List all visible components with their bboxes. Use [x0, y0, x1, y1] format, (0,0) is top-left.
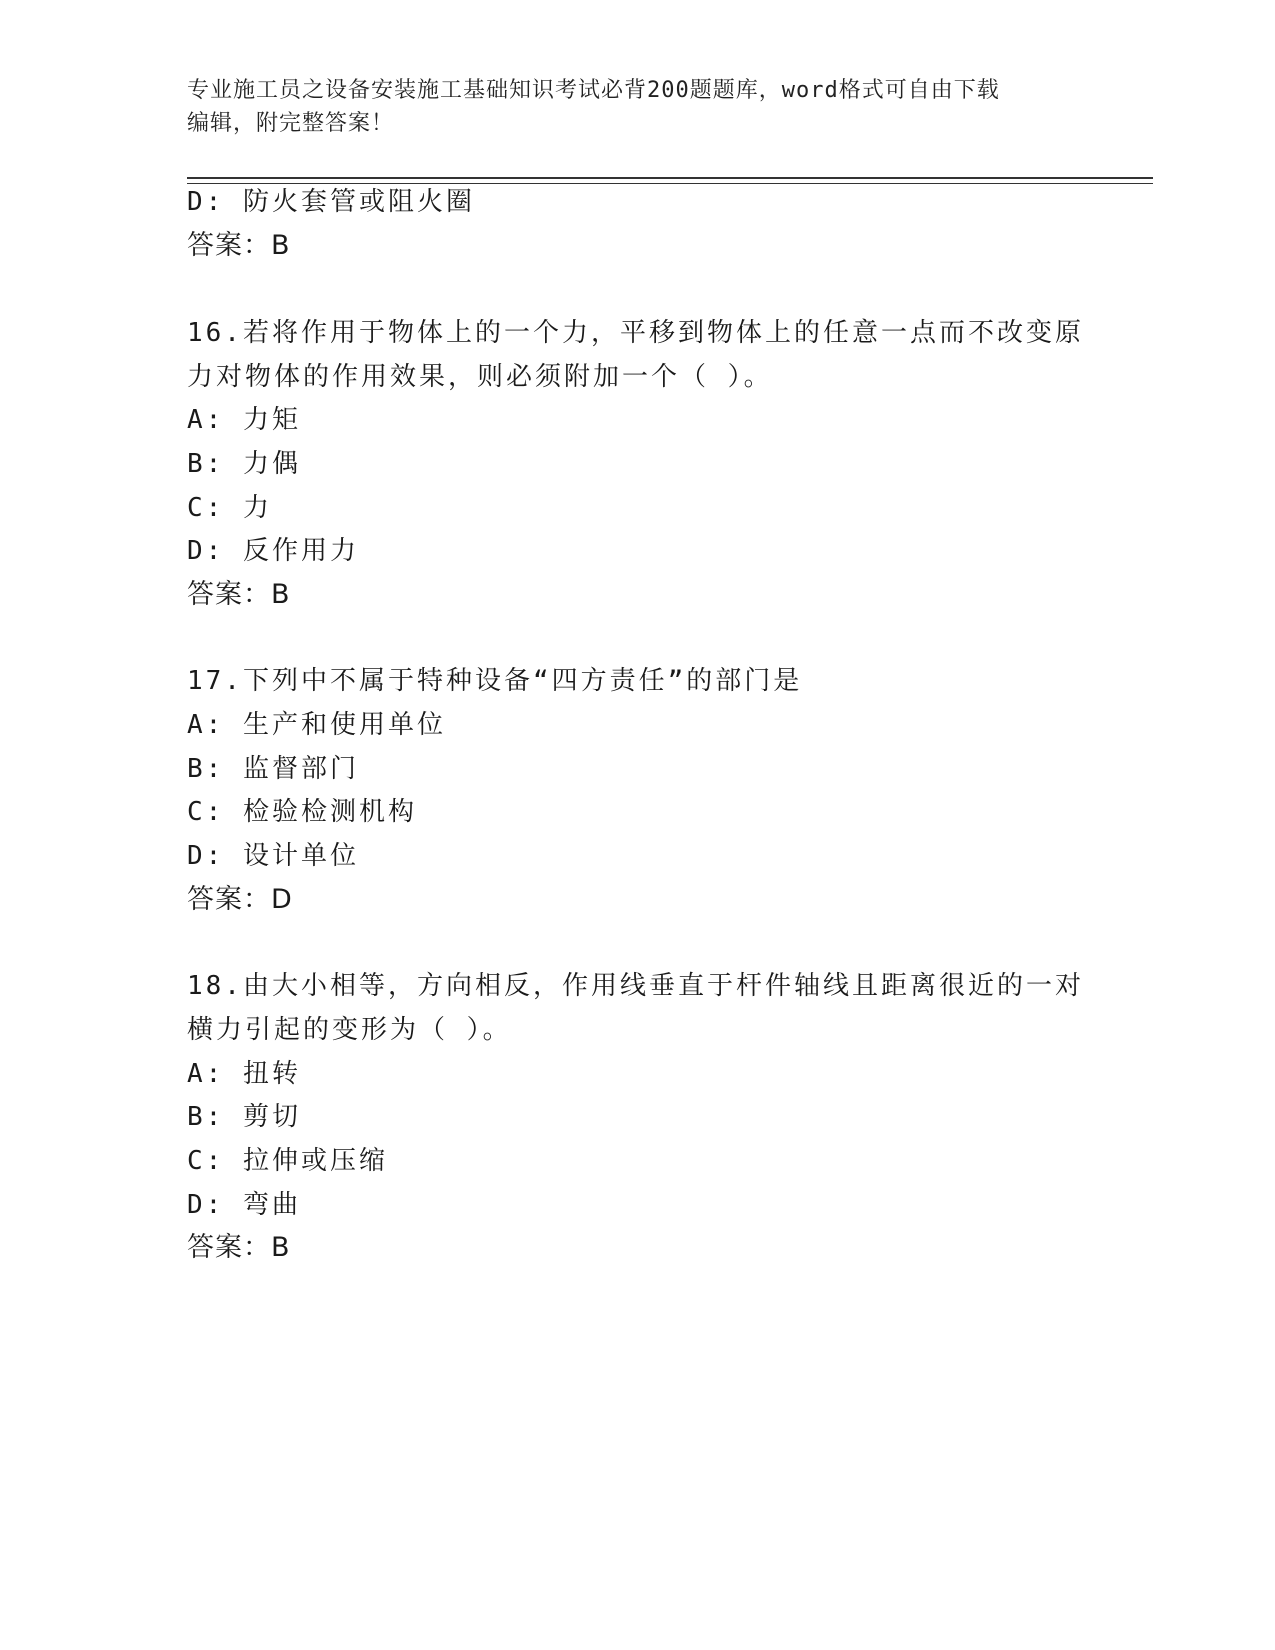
q16-answer: 答案：B	[187, 579, 291, 610]
q17-stem-line-1: 17.下列中不属于特种设备“四方责任”的部门是	[187, 666, 803, 696]
q17-option-c: C: 检验检测机构	[187, 797, 417, 827]
q16-stem-line-1: 16.若将作用于物体上的一个力，平移到物体上的任意一点而不改变原	[187, 318, 1084, 348]
prev-option-d: D: 防火套管或阻火圈	[187, 187, 475, 217]
q16-option-d: D: 反作用力	[187, 536, 359, 566]
q17-option-a: A: 生产和使用单位	[187, 710, 446, 740]
q18-option-d: D: 弯曲	[187, 1190, 301, 1220]
q16-option-b: B: 力偶	[187, 449, 301, 479]
q16-option-c: C: 力	[187, 493, 272, 523]
q18-answer: 答案：B	[187, 1232, 291, 1263]
q18-stem-line-1: 18.由大小相等，方向相反，作用线垂直于杆件轴线且距离很近的一对	[187, 971, 1084, 1001]
header-line-2: 编辑，附完整答案！	[187, 111, 395, 136]
q17-answer: 答案：D	[187, 884, 293, 915]
document-header	[187, 74, 1067, 140]
q18-stem-line-2: 横力引起的变形为（ ）。	[187, 1015, 512, 1045]
header-line-1: 专业施工员之设备安装施工基础知识考试必背200题题库，word格式可自由下载	[187, 78, 1000, 103]
prev-answer: 答案：B	[187, 230, 291, 261]
q16-stem-line-2: 力对物体的作用效果，则必须附加一个（ ）。	[187, 362, 773, 392]
q18-option-c: C: 拉伸或压缩	[187, 1146, 388, 1176]
q17-option-b: B: 监督部门	[187, 754, 359, 784]
q18-option-a: A: 扭转	[187, 1059, 301, 1089]
q17-option-d: D: 设计单位	[187, 841, 359, 871]
header-divider-thick	[187, 177, 1153, 179]
q18-option-b: B: 剪切	[187, 1102, 301, 1132]
q16-option-a: A: 力矩	[187, 405, 301, 435]
header-divider-thin	[187, 183, 1153, 184]
